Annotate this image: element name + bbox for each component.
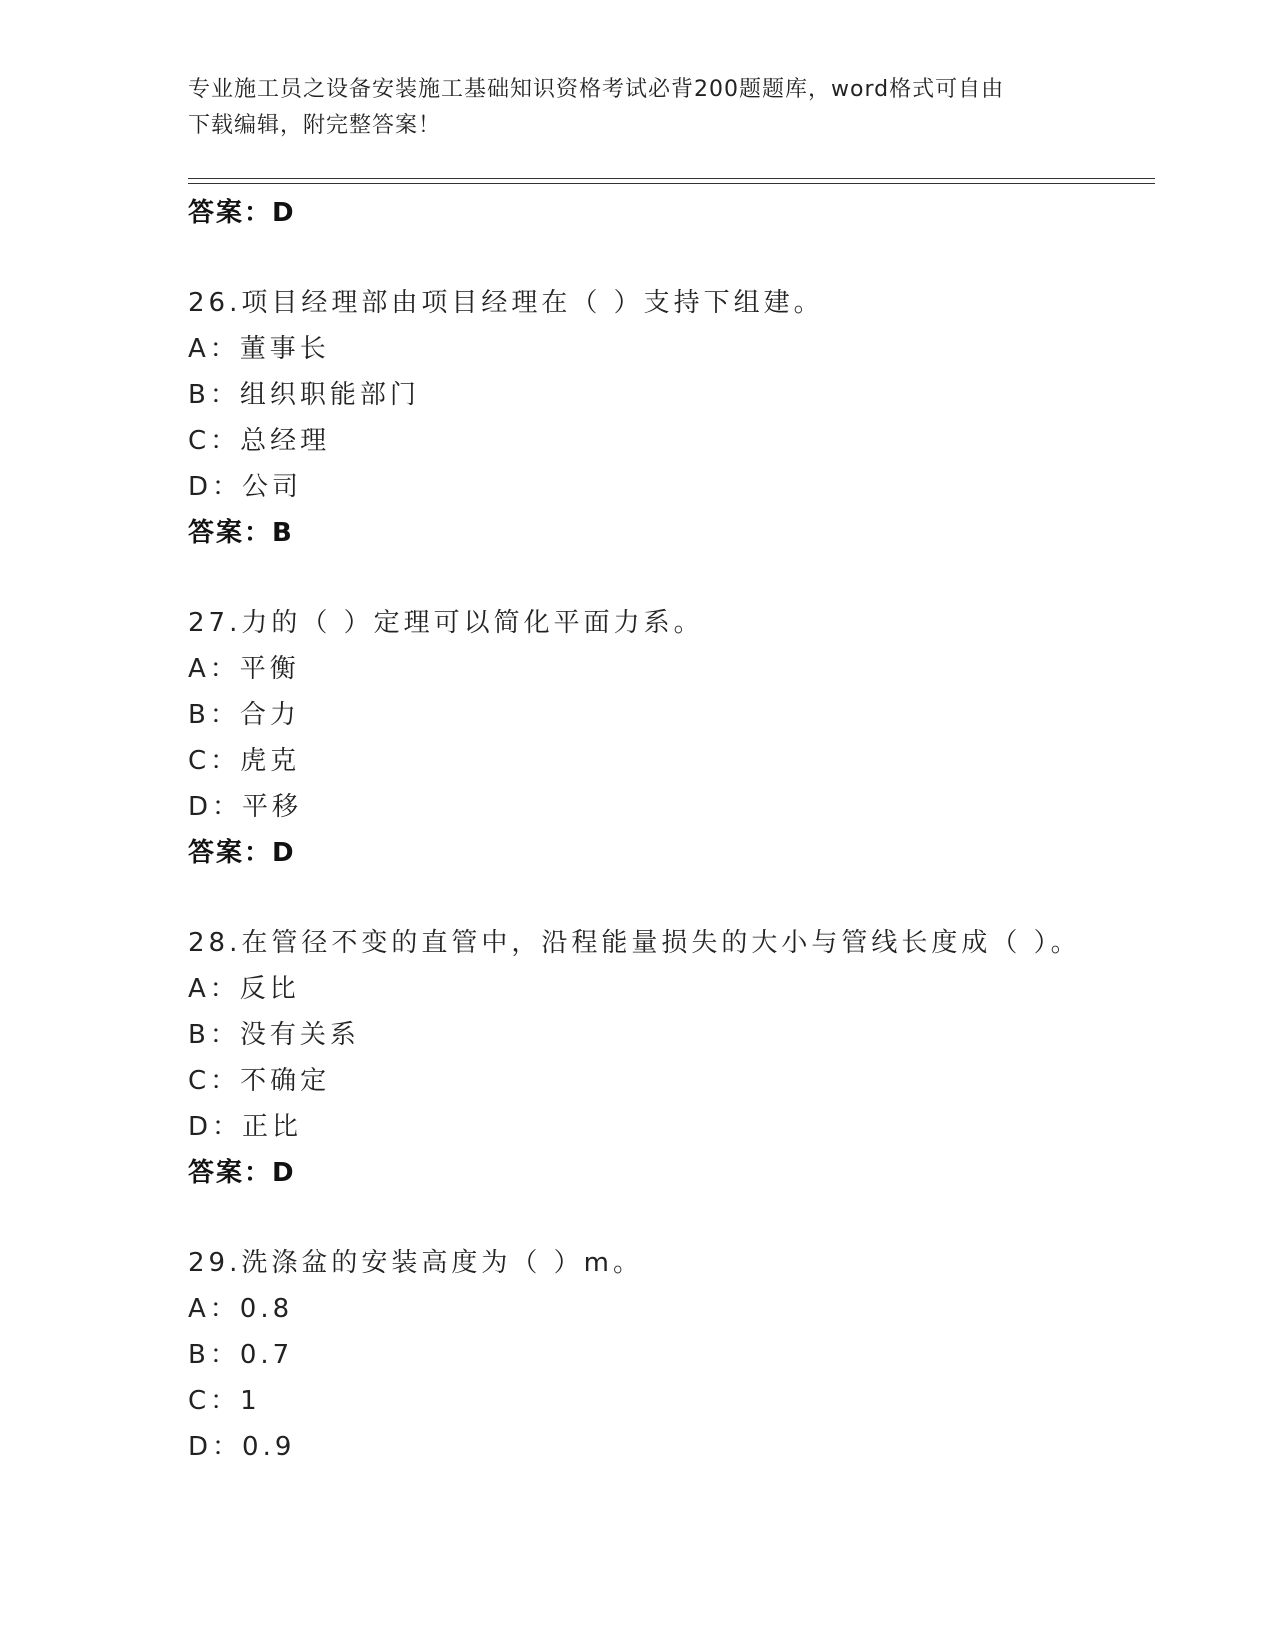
question-list: [188, 190, 1155, 1470]
question-block-27: [188, 600, 1155, 876]
option-d: D：0.9: [188, 1432, 296, 1462]
question-stem: 29.洗涤盆的安装高度为（ ）m。: [188, 1248, 643, 1278]
option-d: D：公司: [188, 472, 303, 502]
option-b: B：组织职能部门: [188, 380, 420, 410]
spacer: [188, 556, 1155, 600]
answer-line: 答案：D: [188, 838, 296, 868]
option-b: B：合力: [188, 700, 300, 730]
document-header: [188, 72, 1088, 144]
header-line-2: 下载编辑，附完整答案！: [188, 113, 442, 138]
header-divider-top: [188, 178, 1155, 179]
option-c: C：1: [188, 1386, 261, 1416]
question-stem: 27.力的（ ）定理可以简化平面力系。: [188, 608, 704, 638]
header-line-1: 专业施工员之设备安装施工基础知识资格考试必背200题题库，word格式可自由: [188, 77, 1005, 102]
option-a: A：平衡: [188, 654, 300, 684]
answer-line: 答案：D: [188, 1158, 296, 1188]
question-block-29: [188, 1240, 1155, 1470]
option-c: C：虎克: [188, 746, 301, 776]
question-block-26: [188, 280, 1155, 556]
spacer: [188, 1196, 1155, 1240]
answer-line: 答案：B: [188, 518, 294, 548]
option-d: D：平移: [188, 792, 303, 822]
header-divider-bottom: [188, 183, 1155, 184]
question-block-28: [188, 920, 1155, 1196]
option-c: C：不确定: [188, 1066, 331, 1096]
option-a: A：董事长: [188, 334, 330, 364]
option-a: A：反比: [188, 974, 300, 1004]
spacer: [188, 236, 1155, 280]
option-b: B：0.7: [188, 1340, 294, 1370]
question-stem: 28.在管径不变的直管中，沿程能量损失的大小与管线长度成（ ）。: [188, 928, 1081, 958]
spacer: [188, 876, 1155, 920]
option-d: D：正比: [188, 1112, 303, 1142]
option-b: B：没有关系: [188, 1020, 360, 1050]
answer-line: 答案：D: [188, 198, 296, 228]
question-stem: 26.项目经理部由项目经理在（ ）支持下组建。: [188, 288, 824, 318]
option-c: C：总经理: [188, 426, 331, 456]
option-a: A：0.8: [188, 1294, 294, 1324]
